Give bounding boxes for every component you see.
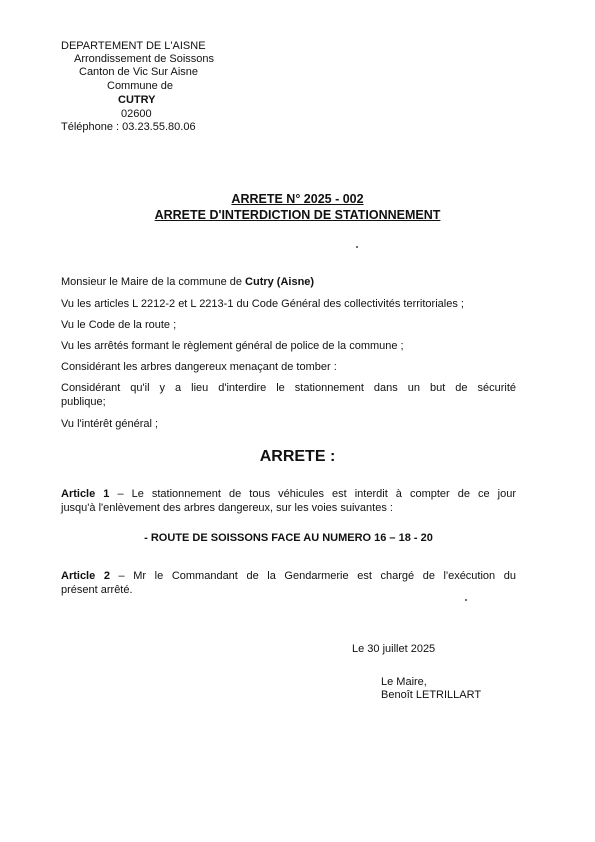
preamble-mayor: [61, 276, 516, 289]
arrondissement-line: Arrondissement de Soissons: [74, 53, 215, 65]
preamble-vu-articles: Vu les articles L 2212-2 et L 2213-1 du Code Général des collectivités territoriales ;: [61, 298, 464, 310]
article-1-line-2: jusqu'à l'enlèvement des arbres dangereux, sur les voies suivantes :: [61, 502, 393, 514]
article-1-label: Article 1: [61, 488, 110, 500]
stray-mark: [465, 599, 467, 601]
department-line: DEPARTEMENT DE L'AISNE: [61, 40, 206, 52]
decree-number: ARRETE N° 2025 - 002: [231, 192, 364, 206]
commune-label: Commune de: [107, 80, 174, 92]
route-restriction: - ROUTE DE SOISSONS FACE AU NUMERO 16 – 18 - 20: [144, 532, 433, 544]
article-1-text: – Le stationnement de tous véhicules est interdit à compter de ce jour: [109, 488, 516, 500]
signatory-name: Benoît LETRILLART: [381, 689, 482, 701]
preamble-vu-arretes: Vu les arrêtés formant le règlement général de police de la commune ;: [61, 340, 404, 352]
decree-subject: ARRETE D'INTERDICTION DE STATIONNEMENT: [154, 208, 441, 222]
preamble-considerant-stationnement: Considérant qu'il y a lieu d'interdire le stationnement dans un but de sécurité: [61, 382, 516, 394]
telephone-line: Téléphone : 03.23.55.80.06: [61, 121, 196, 133]
arrete-heading: ARRETE :: [259, 448, 336, 465]
article-2-line-1: [61, 570, 516, 583]
commune-bold: Cutry (Aisne): [245, 276, 315, 288]
preamble-considerant-arbres: Considérant les arbres dangereux menaçant de tomber :: [61, 361, 337, 373]
article-2-label: Article 2: [61, 570, 110, 582]
decree-date: Le 30 juillet 2025: [352, 643, 436, 655]
preamble-vu-code-route: Vu le Code de la route ;: [61, 319, 177, 331]
canton-line: Canton de Vic Sur Aisne: [79, 66, 199, 78]
article-1-line-1: [61, 488, 516, 501]
preamble-considerant-continued: publique;: [61, 396, 106, 408]
preamble-interet-general: Vu l'intérêt général ;: [61, 418, 159, 430]
stray-mark: [356, 246, 358, 248]
commune-name: CUTRY: [118, 94, 156, 106]
article-2-line-2: présent arrêté.: [61, 584, 133, 596]
postal-code: 02600: [121, 108, 152, 120]
article-2-text: – Mr le Commandant de la Gendarmerie est chargé de l'exécution du: [109, 570, 516, 582]
preamble-mayor-text: Monsieur le Maire de la commune de: [61, 276, 246, 288]
signatory-role: Le Maire,: [381, 676, 427, 688]
